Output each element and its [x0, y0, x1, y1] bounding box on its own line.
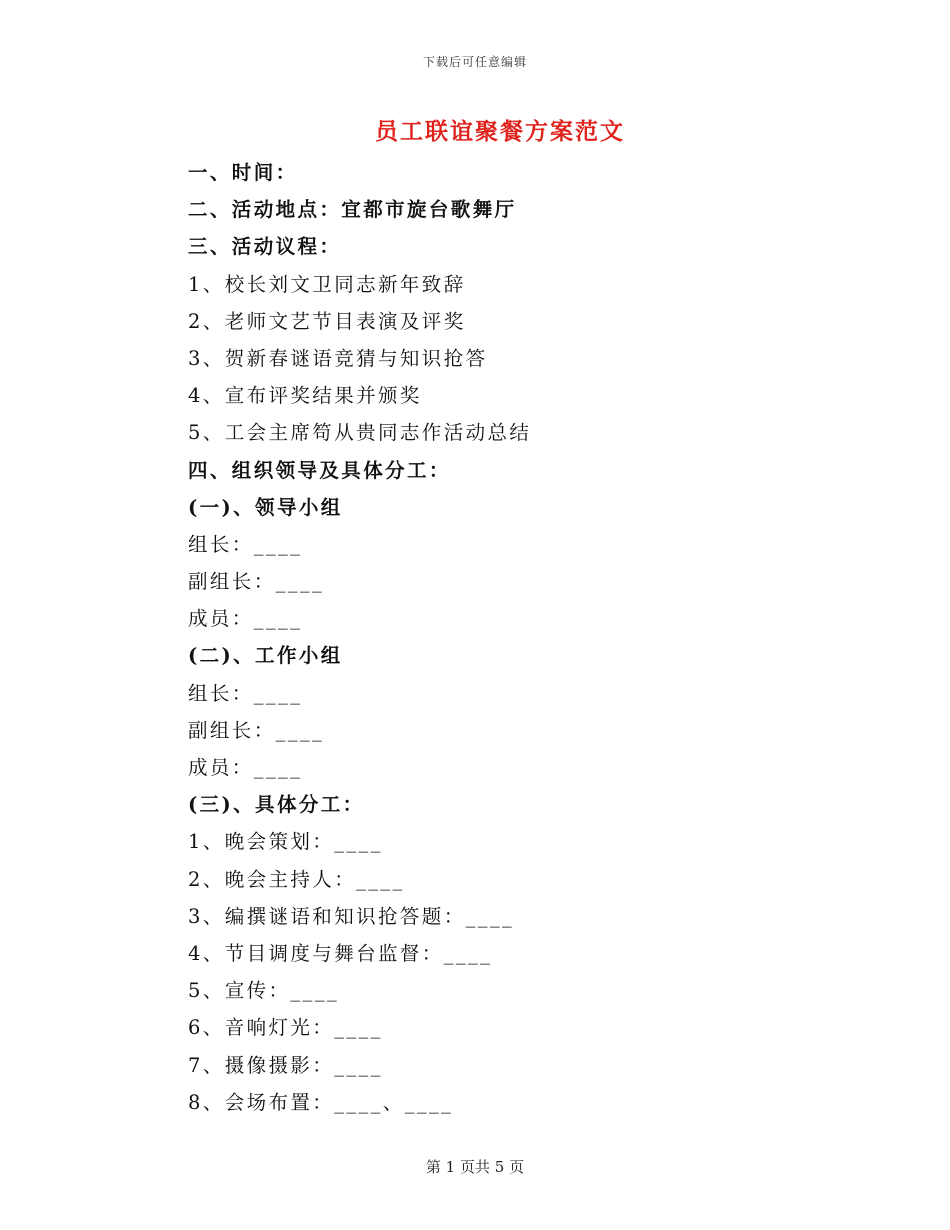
subsection-division-of-labor: (三)、具体分工：	[188, 793, 365, 817]
task-item: 2、晚会主持人：____	[188, 867, 405, 891]
role-line: 成员：____	[188, 607, 303, 631]
section-organization: 四、组织领导及具体分工：	[188, 458, 451, 482]
role-line: 副组长：____	[188, 718, 325, 742]
task-item: 8、会场布置：____、____	[188, 1090, 454, 1114]
subsection-work-group: (二)、工作小组	[188, 644, 343, 668]
task-item: 7、摄像摄影：____	[188, 1053, 383, 1077]
agenda-item: 5、工会主席笱从贵同志作活动总结	[188, 421, 532, 445]
task-item: 6、音响灯光：____	[188, 1016, 383, 1040]
document-body	[188, 154, 888, 1121]
section-venue: 二、活动地点：宜都市旋台歌舞厅	[188, 198, 517, 222]
subsection-leadership-group: (一)、领导小组	[188, 495, 343, 519]
agenda-item: 1、校长刘文卫同志新年致辞	[188, 272, 466, 296]
role-line: 组长：____	[188, 681, 303, 705]
page-footer: 第 1 页共 5 页	[425, 1158, 525, 1176]
section-agenda: 三、活动议程：	[188, 235, 342, 259]
section-time: 一、时间：	[188, 161, 298, 184]
task-item: 1、晚会策划：____	[188, 830, 383, 854]
task-item: 4、节目调度与舞台监督：____	[188, 941, 493, 965]
task-item: 3、编撰谜语和知识抢答题：____	[188, 904, 515, 928]
role-line: 成员：____	[188, 756, 303, 779]
agenda-item: 2、老师文艺节目表演及评奖	[188, 309, 466, 333]
header-note: 下载后可任意编辑	[422, 55, 527, 69]
task-item: 5、宣传：____	[188, 979, 340, 1003]
agenda-item: 3、贺新春谜语竞猜与知识抢答	[188, 346, 488, 370]
document-title: 员工联谊聚餐方案范文	[375, 118, 625, 145]
role-line: 组长：____	[188, 532, 303, 556]
agenda-item: 4、宣布评奖结果并颁奖	[188, 384, 422, 408]
role-line: 副组长：____	[188, 570, 325, 594]
